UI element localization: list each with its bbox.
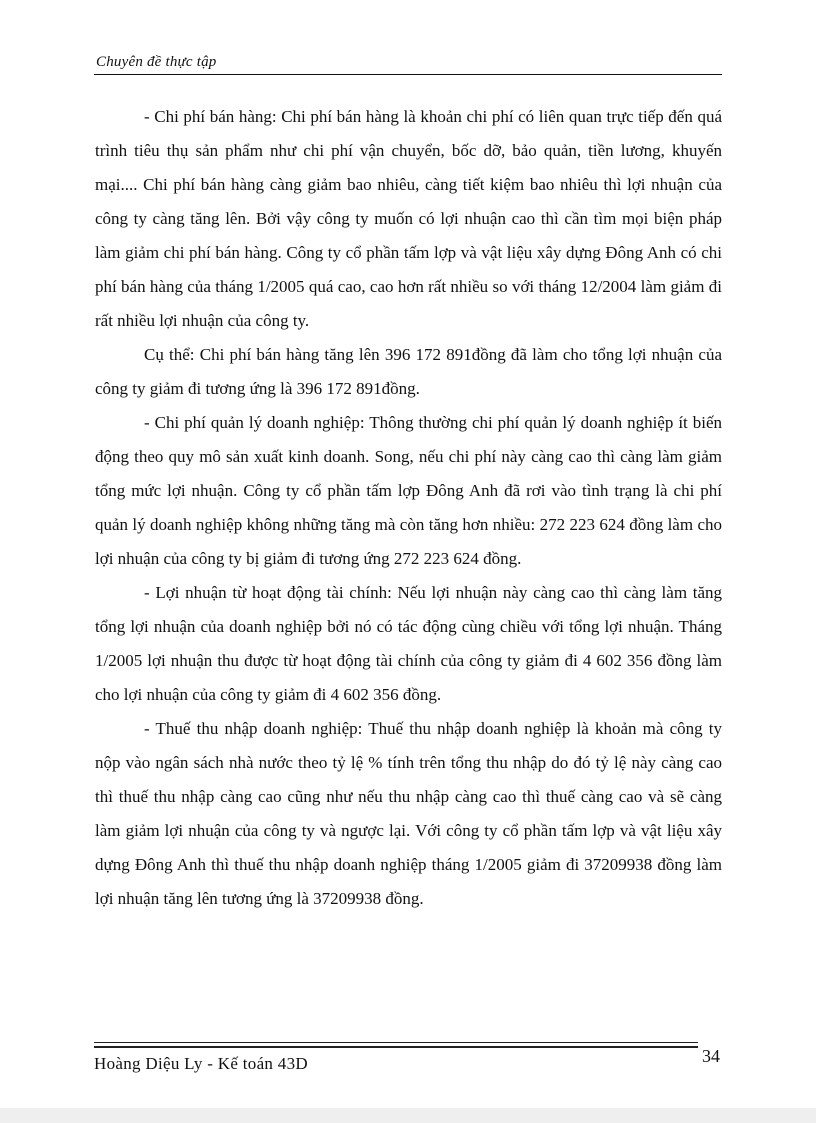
footer-rule-thin bbox=[94, 1042, 698, 1043]
paragraph-income-tax: - Thuế thu nhập doanh nghiệp: Thuế thu nhập doanh nghiệp là khoản mà công ty nộp vào ngân sách nhà nước theo tỷ lệ % tính trên tổng thu nhập do đó tỷ lệ này càng cao thì thuế thu nhập càng cao cũng như nếu thu nhập càng cao thì thuế càng cao và sẽ càng làm giảm lợi nhuận của công ty và ngược lại. Với công ty cổ phần tấm lợp và vật liệu xây dựng Đông Anh thì thuế thu nhập doanh nghiệp tháng 1/2005 giảm đi 37209938 đồng làm lợi nhuận tăng lên tương ứng là 37209938 đồng. bbox=[95, 719, 722, 908]
page-bottom-edge bbox=[0, 1108, 816, 1123]
footer-rule-thick bbox=[94, 1046, 698, 1048]
footer-author: Hoàng Diệu Ly - Kế toán 43D bbox=[94, 1054, 308, 1073]
header-title: Chuyên đề thực tập bbox=[96, 54, 217, 70]
paragraph-financial-profit: - Lợi nhuận từ hoạt động tài chính: Nếu lợi nhuận này càng cao thì càng làm tăng tổng lợi nhuận của doanh nghiệp bởi nó có tác động cùng chiều với tổng lợi nhuận. Tháng 1/2005 lợi nhuận thu được từ hoạt động tài chính của công ty giảm đi 4 602 356 đồng làm cho lợi nhuận của công ty giảm đi 4 602 356 đồng. bbox=[95, 583, 722, 704]
page-number: 34 bbox=[702, 1046, 720, 1066]
paragraph-management-expenses: - Chi phí quản lý doanh nghiệp: Thông thường chi phí quản lý doanh nghiệp ít biến động theo quy mô sản xuất kinh doanh. Song, nếu chi phí này càng cao thì càng làm giảm tổng mức lợi nhuận. Công ty cổ phần tấm lợp Đông Anh đã rơi vào tình trạng là chi phí quản lý doanh nghiệp không những tăng mà còn tăng hơn nhiều: 272 223 624 đồng làm cho lợi nhuận của công ty bị giảm đi tương ứng 272 223 624 đồng. bbox=[95, 413, 722, 568]
page-header bbox=[94, 52, 722, 75]
paragraph-selling-expenses-detail: Cụ thể: Chi phí bán hàng tăng lên 396 172 891đồng đã làm cho tổng lợi nhuận của công ty giảm đi tương ứng là 396 172 891đồng. bbox=[95, 345, 722, 398]
body-text bbox=[95, 100, 722, 916]
paragraph-selling-expenses: - Chi phí bán hàng: Chi phí bán hàng là khoản chi phí có liên quan trực tiếp đến quá trình tiêu thụ sản phẩm như chi phí vận chuyển, bốc dỡ, bảo quản, tiền lương, khuyến mại.... Chi phí bán hàng càng giảm bao nhiêu, càng tiết kiệm bao nhiêu thì lợi nhuận của công ty càng tăng lên. Bởi vậy công ty muốn có lợi nhuận cao thì cần tìm mọi biện pháp làm giảm chi phí bán hàng. Công ty cổ phần tấm lợp và vật liệu xây dựng Đông Anh có chi phí bán hàng của tháng 1/2005 quá cao, cao hơn rất nhiều so với tháng 12/2004 làm giảm đi rất nhiều lợi nhuận của công ty. bbox=[95, 107, 722, 330]
